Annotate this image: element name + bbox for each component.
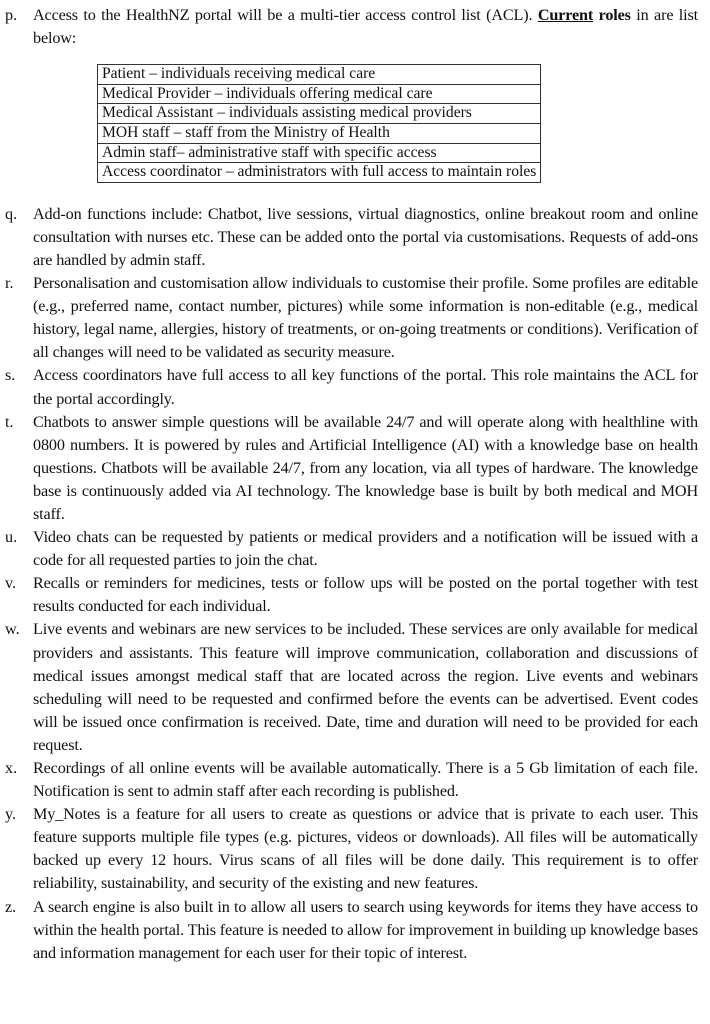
roles-table-container [97,64,698,183]
table-row [98,104,541,124]
table-cell: MOH staff – staff from the Ministry of Health [98,123,541,143]
list-item-text: A search engine is also built in to allow all users to search using keywords for items they have access to within the health portal. This feature is needed to allow for improvement in building up knowledge bases and information management for each user for their topic of interest. [33,897,698,962]
list-marker: t. [5,412,14,431]
list-item-x [0,757,698,803]
table-cell: Access coordinator – administrators with full access to maintain roles [98,163,541,183]
table-cell: Medical Assistant – individuals assisting medical providers [98,104,541,124]
list-marker: r. [5,274,14,293]
list-item-text: Live events and webinars are new services to be included. These services are only available for medical providers and assistants. This feature will improve communication, collaboration and discussions of medical issues amongst medical staff that are located across the region. Live events and webinars scheduling will need to be requested and confirmed before the events can be advertised. Event codes will be issued once confirmation is received. Date, time and duration will need to be provided for each request. [33,620,698,754]
list-marker: w. [5,620,20,639]
list-marker: y. [5,805,17,824]
list-marker: s. [5,366,16,385]
list-item-v [0,572,698,618]
roles-table [97,64,541,183]
emphasis-current: Current [537,6,594,24]
list-item-text: Recordings of all online events will be available automatically. There is a 5 Gb limitation of each file. Notification is sent to admin staff after each recording is published. [33,759,698,801]
table-row [98,84,541,104]
list-item-q [0,203,698,272]
list-marker: v. [5,574,17,593]
list-item-text: Recalls or reminders for medicines, tests or follow ups will be posted on the portal together with test results conducted for each individual. [33,574,698,616]
table-row [98,123,541,143]
list-item-y [0,803,698,895]
list-item-w [0,618,698,757]
table-row [98,143,541,163]
emphasis-roles: roles [593,6,631,24]
list-item-r [0,272,698,364]
list-item-text: Chatbots to answer simple questions will be available 24/7 and will operate along with healthline with 0800 numbers. It is powered by rules and Artificial Intelligence (AI) with a knowledge base on health questions. Chatbots will be available 24/7, from any location, via all types of hardware. The knowledge base is continuously added via AI technology. The knowledge base is built by both medical and MOH staff. [33,412,698,523]
list-marker: x. [5,759,18,777]
list-item-t [0,411,698,526]
list-marker: z. [5,897,17,916]
table-cell: Admin staff– administrative staff with specific access [98,143,541,163]
table-cell: Medical Provider – individuals offering medical care [98,84,541,104]
list-item-text: My_Notes is a feature for all users to create as questions or advice that is private to each user. This feature supports multiple file types (e.g. pictures, videos or downloads). All files will be automatically backed up every 12 hours. Virus scans of all files will be done daily. This requirement is to offer reliability, sustainability, and security of the existing and new features. [33,805,698,893]
list-item-s [0,364,698,410]
list-item-p [0,4,698,50]
list-item-text: Access coordinators have full access to all key functions of the portal. This role maintains the ACL for the portal accordingly. [33,366,698,408]
list-item-text: Add-on functions include: Chatbot, live sessions, virtual diagnostics, online breakout room and online consultation with nurses etc. These can be added onto the portal via customisations. Requests of add-ons are handled by admin staff. [33,204,698,269]
list-item-text [33,4,698,50]
text-segment: Access to the HealthNZ portal will be a multi-tier access control list (ACL). [33,6,538,24]
table-cell: Patient – individuals receiving medical care [98,65,541,85]
list-item-u [0,526,698,572]
list-marker: u. [5,528,18,547]
list-item-z [0,896,698,965]
table-row [98,65,541,85]
table-row [98,163,541,183]
text-segment: in are list below: [33,6,699,48]
list-item-text: Personalisation and customisation allow individuals to customise their profile. Some profiles are editable (e.g., preferred name, contact number, pictures) while some information is non-editable (e.g., medical history, legal name, allergies, history of treatments, or on-going treatments or conditions). Verification of all changes will need to be validated as security measure. [33,274,698,362]
list-marker: q. [5,204,18,223]
list-marker: p. [5,6,18,24]
list-item-text: Video chats can be requested by patients or medical providers and a notification will be issued with a code for all requested parties to join the chat. [33,528,698,570]
